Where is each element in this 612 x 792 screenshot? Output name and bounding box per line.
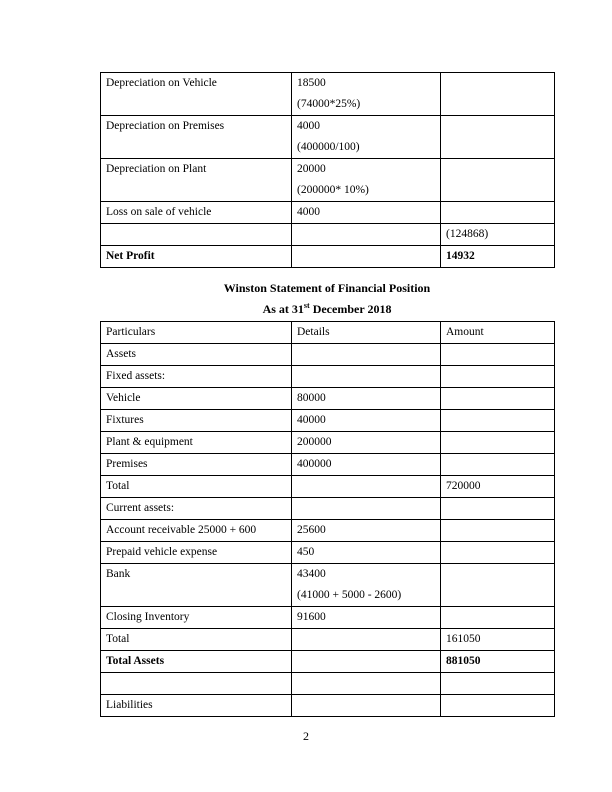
detail-note: (41000 + 5000 - 2600) bbox=[297, 589, 402, 601]
detail-cell bbox=[292, 366, 441, 388]
detail-cell bbox=[292, 651, 441, 673]
detail-cell: 91600 bbox=[292, 607, 441, 629]
particular-cell: Current assets: bbox=[101, 498, 292, 520]
table-row bbox=[101, 454, 555, 476]
header-amount: Amount bbox=[441, 322, 555, 344]
table-row bbox=[101, 410, 555, 432]
amount-cell bbox=[441, 498, 555, 520]
particular-cell: Assets bbox=[101, 344, 292, 366]
particular-cell: Closing Inventory bbox=[101, 607, 292, 629]
particular-cell: Premises bbox=[101, 454, 292, 476]
subtitle-suffix: December 2018 bbox=[309, 302, 392, 316]
detail-cell bbox=[292, 498, 441, 520]
table-row bbox=[101, 542, 555, 564]
table-row bbox=[101, 159, 555, 202]
amount-cell bbox=[441, 454, 555, 476]
particular-cell: Fixed assets: bbox=[101, 366, 292, 388]
amount-cell bbox=[441, 344, 555, 366]
detail-cell bbox=[292, 73, 441, 116]
amount-cell: 14932 bbox=[441, 246, 555, 268]
detail-cell bbox=[292, 695, 441, 717]
financial-position-table bbox=[100, 321, 555, 717]
particular-cell bbox=[101, 673, 292, 695]
detail-value: 20000 bbox=[297, 163, 326, 175]
header-particulars: Particulars bbox=[101, 322, 292, 344]
detail-note: (74000*25%) bbox=[297, 98, 361, 110]
detail-value: 18500 bbox=[297, 77, 326, 89]
amount-cell bbox=[441, 695, 555, 717]
statement-title: Winston Statement of Financial Position bbox=[223, 281, 431, 295]
amount-cell bbox=[441, 564, 555, 607]
detail-cell: 25600 bbox=[292, 520, 441, 542]
amount-cell bbox=[441, 542, 555, 564]
particular-cell: Depreciation on Vehicle bbox=[101, 73, 292, 116]
particular-cell: Total bbox=[101, 476, 292, 498]
detail-cell: 4000 bbox=[292, 202, 441, 224]
detail-cell bbox=[292, 116, 441, 159]
amount-cell bbox=[441, 432, 555, 454]
amount-cell bbox=[441, 202, 555, 224]
table-row bbox=[101, 344, 555, 366]
particular-cell: Loss on sale of vehicle bbox=[101, 202, 292, 224]
detail-cell bbox=[292, 564, 441, 607]
amount-cell: (124868) bbox=[441, 224, 555, 246]
amount-cell bbox=[441, 116, 555, 159]
table-header-row bbox=[101, 322, 555, 344]
table-row bbox=[101, 388, 555, 410]
particular-cell: Account receivable 25000 + 600 bbox=[101, 520, 292, 542]
profit-loss-table bbox=[100, 72, 555, 268]
table-row bbox=[101, 432, 555, 454]
detail-cell bbox=[292, 673, 441, 695]
subtitle-prefix: As at 31 bbox=[262, 302, 304, 316]
detail-cell: 450 bbox=[292, 542, 441, 564]
particular-cell: Bank bbox=[101, 564, 292, 607]
table-row bbox=[101, 607, 555, 629]
particular-cell bbox=[101, 224, 292, 246]
particular-cell: Fixtures bbox=[101, 410, 292, 432]
particular-cell: Liabilities bbox=[101, 695, 292, 717]
amount-cell bbox=[441, 388, 555, 410]
table-row bbox=[101, 116, 555, 159]
amount-cell bbox=[441, 73, 555, 116]
table-row bbox=[101, 73, 555, 116]
detail-note: (400000/100) bbox=[297, 141, 360, 153]
table-row bbox=[101, 629, 555, 651]
detail-cell: 200000 bbox=[292, 432, 441, 454]
header-details: Details bbox=[292, 322, 441, 344]
particular-cell: Prepaid vehicle expense bbox=[101, 542, 292, 564]
table-row bbox=[101, 651, 555, 673]
particular-cell: Depreciation on Plant bbox=[101, 159, 292, 202]
table-row bbox=[101, 695, 555, 717]
table-row bbox=[101, 246, 555, 268]
amount-cell bbox=[441, 520, 555, 542]
amount-cell: 161050 bbox=[441, 629, 555, 651]
amount-cell bbox=[441, 159, 555, 202]
amount-cell bbox=[441, 607, 555, 629]
page-number: 2 bbox=[303, 729, 309, 743]
particular-cell: Net Profit bbox=[101, 246, 292, 268]
detail-cell: 40000 bbox=[292, 410, 441, 432]
table-row bbox=[101, 476, 555, 498]
detail-value: 43400 bbox=[297, 568, 326, 580]
amount-cell bbox=[441, 673, 555, 695]
table-row bbox=[101, 498, 555, 520]
detail-value: 4000 bbox=[297, 120, 320, 132]
particular-cell: Vehicle bbox=[101, 388, 292, 410]
table-row bbox=[101, 564, 555, 607]
table-row bbox=[101, 520, 555, 542]
particular-cell: Total Assets bbox=[101, 651, 292, 673]
detail-cell bbox=[292, 224, 441, 246]
detail-cell bbox=[292, 476, 441, 498]
particular-cell: Depreciation on Premises bbox=[101, 116, 292, 159]
detail-cell: 400000 bbox=[292, 454, 441, 476]
detail-cell: 80000 bbox=[292, 388, 441, 410]
particular-cell: Total bbox=[101, 629, 292, 651]
detail-note: (200000* 10%) bbox=[297, 184, 369, 196]
amount-cell: 881050 bbox=[441, 651, 555, 673]
table-row bbox=[101, 673, 555, 695]
table-row bbox=[101, 366, 555, 388]
subtitle-superscript: st bbox=[303, 301, 310, 310]
detail-cell bbox=[292, 344, 441, 366]
detail-cell bbox=[292, 629, 441, 651]
amount-cell: 720000 bbox=[441, 476, 555, 498]
statement-subtitle bbox=[100, 302, 554, 317]
detail-cell bbox=[292, 159, 441, 202]
table-row bbox=[101, 224, 555, 246]
particular-cell: Plant & equipment bbox=[101, 432, 292, 454]
amount-cell bbox=[441, 410, 555, 432]
amount-cell bbox=[441, 366, 555, 388]
table-row bbox=[101, 202, 555, 224]
detail-cell bbox=[292, 246, 441, 268]
